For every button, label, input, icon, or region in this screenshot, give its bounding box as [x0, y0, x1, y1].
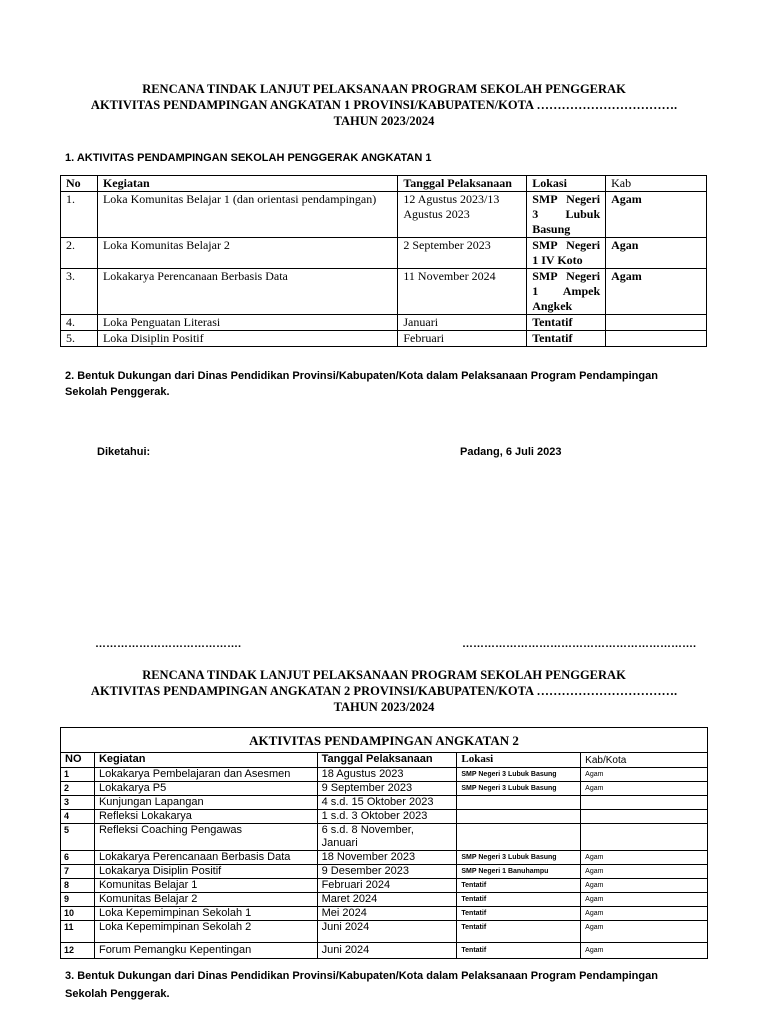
cell-no: 1. — [61, 192, 98, 238]
activity-table-angkatan-1 — [60, 175, 707, 347]
cell-kegiatan: Lokakarya Pembelajaran dan Asesmen — [94, 768, 317, 782]
cell-tanggal: 12 Agustus 2023/13 Agustus 2023 — [398, 192, 527, 238]
cell-no: 2. — [61, 238, 98, 269]
header-lokasi: Lokasi — [527, 176, 606, 192]
header-kegiatan: Kegiatan — [94, 753, 317, 768]
cell-tanggal: 1 s.d. 3 Oktober 2023 — [317, 810, 457, 824]
cell-no: 3 — [61, 796, 95, 810]
cell-kab: Agam — [581, 851, 708, 865]
cell-no: 8 — [61, 879, 95, 893]
cell-kegiatan: Lokakarya Disiplin Positif — [94, 865, 317, 879]
cell-tanggal: Februari 2024 — [317, 879, 457, 893]
doc-title-2-line-2: AKTIVITAS PENDAMPINGAN ANGKATAN 2 PROVINSI/KABUPATEN/KOTA ……………………………. — [90, 684, 678, 698]
cell-kab: Agam — [581, 893, 708, 907]
table-row — [61, 943, 708, 959]
cell-no: 6 — [61, 851, 95, 865]
cell-kegiatan: Forum Pemangku Kepentingan — [94, 943, 317, 959]
cell-lokasi: SMP Negeri 3 Lubuk Basung — [457, 851, 581, 865]
table-row — [61, 851, 708, 865]
cell-tanggal: Mei 2024 — [317, 907, 457, 921]
header-kab: Kab — [606, 176, 707, 192]
table-row — [61, 331, 707, 347]
section-2-heading-line-2: Sekolah Penggerak. — [65, 386, 170, 398]
cell-kegiatan: Loka Komunitas Belajar 1 (dan orientasi pendampingan) — [97, 192, 397, 238]
cell-lokasi: SMP Negeri 3 Lubuk Basung — [457, 782, 581, 796]
table-row — [61, 238, 707, 269]
doc-title-line-2: AKTIVITAS PENDAMPINGAN ANGKATAN 1 PROVINSI/KABUPATEN/KOTA ……………………………. — [90, 98, 678, 112]
cell-kab — [606, 315, 707, 331]
cell-lokasi — [457, 810, 581, 824]
table-header-row — [61, 753, 708, 768]
header-no: NO — [61, 753, 95, 768]
cell-tanggal: Juni 2024 — [317, 943, 457, 959]
table-row — [61, 879, 708, 893]
section-3-heading-line-2: Sekolah Penggerak. — [65, 988, 170, 1000]
cell-tanggal: Juni 2024 — [317, 921, 457, 943]
cell-lokasi: SMP Negeri 1 Ampek Angkek — [527, 269, 606, 315]
table-row — [61, 192, 707, 238]
cell-kegiatan: Refleksi Lokakarya — [94, 810, 317, 824]
table-caption-row — [61, 728, 708, 753]
header-kegiatan: Kegiatan — [97, 176, 397, 192]
cell-lokasi: Tentatif — [457, 879, 581, 893]
cell-lokasi: Tentatif — [457, 907, 581, 921]
cell-tanggal: 18 Agustus 2023 — [317, 768, 457, 782]
diketahui-label: Diketahui: — [97, 446, 151, 458]
cell-lokasi: SMP Negeri 1 Banuhampu — [457, 865, 581, 879]
table-row — [61, 865, 708, 879]
cell-lokasi — [457, 824, 581, 851]
cell-kab: Agam — [581, 943, 708, 959]
table-row — [61, 810, 708, 824]
cell-kegiatan: Loka Disiplin Positif — [97, 331, 397, 347]
cell-no: 3. — [61, 269, 98, 315]
doc-title-line-1: RENCANA TINDAK LANJUT PELAKSANAAN PROGRAM SEKOLAH PENGGERAK — [142, 82, 626, 96]
cell-kegiatan: Loka Penguatan Literasi — [97, 315, 397, 331]
cell-no: 1 — [61, 768, 95, 782]
cell-no: 7 — [61, 865, 95, 879]
cell-kegiatan: Refleksi Coaching Pengawas — [94, 824, 317, 851]
cell-kegiatan: Kunjungan Lapangan — [94, 796, 317, 810]
cell-lokasi: Tentatif — [457, 921, 581, 943]
cell-tanggal: 11 November 2024 — [398, 269, 527, 315]
cell-kab: Agam — [581, 879, 708, 893]
cell-kegiatan: Lokakarya Perencanaan Berbasis Data — [97, 269, 397, 315]
header-tanggal: Tanggal Pelaksanaan — [398, 176, 527, 192]
cell-kab: Agam — [581, 782, 708, 796]
table-row — [61, 782, 708, 796]
cell-kegiatan: Komunitas Belajar 1 — [94, 879, 317, 893]
table-row — [61, 315, 707, 331]
cell-tanggal: 2 September 2023 — [398, 238, 527, 269]
cell-lokasi: SMP Negeri 3 Lubuk Basung — [457, 768, 581, 782]
doc-title-2-line-1: RENCANA TINDAK LANJUT PELAKSANAAN PROGRAM SEKOLAH PENGGERAK — [142, 668, 626, 682]
cell-no: 5. — [61, 331, 98, 347]
cell-tanggal: 4 s.d. 15 Oktober 2023 — [317, 796, 457, 810]
cell-lokasi: SMP Negeri 1 IV Koto — [527, 238, 606, 269]
cell-kab — [606, 331, 707, 347]
table-row — [61, 921, 708, 943]
cell-kegiatan: Loka Kepemimpinan Sekolah 2 — [94, 921, 317, 943]
cell-tanggal: Maret 2024 — [317, 893, 457, 907]
cell-kab — [581, 796, 708, 810]
cell-no: 10 — [61, 907, 95, 921]
cell-lokasi — [457, 796, 581, 810]
cell-lokasi: Tentatif — [527, 331, 606, 347]
cell-kegiatan: Loka Komunitas Belajar 2 — [97, 238, 397, 269]
cell-tanggal: 9 September 2023 — [317, 782, 457, 796]
table-header-row — [61, 176, 707, 192]
cell-kab — [581, 824, 708, 851]
cell-no: 2 — [61, 782, 95, 796]
cell-lokasi: Tentatif — [457, 943, 581, 959]
table-row — [61, 768, 708, 782]
header-tanggal: Tanggal Pelaksanaan — [317, 753, 457, 768]
activity-table-angkatan-2 — [60, 727, 708, 959]
cell-no: 5 — [61, 824, 95, 851]
cell-tanggal: Februari — [398, 331, 527, 347]
cell-kegiatan: Loka Kepemimpinan Sekolah 1 — [94, 907, 317, 921]
cell-kab — [581, 810, 708, 824]
section-3-heading-line-1: 3. Bentuk Dukungan dari Dinas Pendidikan Provinsi/Kabupaten/Kota dalam Pelaksanaan Program Pendampingan — [65, 970, 658, 982]
cell-kab: Agam — [581, 865, 708, 879]
cell-no: 4. — [61, 315, 98, 331]
cell-lokasi: SMP Negeri 3 Lubuk Basung — [527, 192, 606, 238]
table-row — [61, 824, 708, 851]
cell-lokasi: Tentatif — [527, 315, 606, 331]
header-kab-kota: Kab/Kota — [581, 753, 708, 768]
table-caption: AKTIVITAS PENDAMPINGAN ANGKATAN 2 — [61, 728, 708, 753]
cell-tanggal: Januari — [398, 315, 527, 331]
table-row — [61, 907, 708, 921]
table-row — [61, 796, 708, 810]
place-date: Padang, 6 Juli 2023 — [460, 446, 562, 458]
cell-kab: Agam — [581, 921, 708, 943]
cell-kab: Agam — [606, 192, 707, 238]
header-no: No — [61, 176, 98, 192]
cell-lokasi: Tentatif — [457, 893, 581, 907]
cell-no: 4 — [61, 810, 95, 824]
cell-no: 12 — [61, 943, 95, 959]
cell-kab: Agam — [581, 768, 708, 782]
header-lokasi: Lokasi — [457, 753, 581, 768]
cell-kegiatan: Lokakarya P5 — [94, 782, 317, 796]
signature-line-right: ………………………………………………………. — [462, 638, 697, 650]
cell-no: 9 — [61, 893, 95, 907]
cell-kab: Agam — [581, 907, 708, 921]
section-2-heading-line-1: 2. Bentuk Dukungan dari Dinas Pendidikan Provinsi/Kabupaten/Kota dalam Pelaksanaan Program Pendampingan — [65, 370, 658, 382]
cell-kab: Agan — [606, 238, 707, 269]
signature-line-left: …………………………………. — [95, 638, 242, 650]
cell-tanggal: 6 s.d. 8 November, Januari — [317, 824, 457, 851]
cell-tanggal: 18 November 2023 — [317, 851, 457, 865]
cell-kegiatan: Lokakarya Perencanaan Berbasis Data — [94, 851, 317, 865]
doc-title-2-line-3: TAHUN 2023/2024 — [333, 700, 435, 714]
cell-kegiatan: Komunitas Belajar 2 — [94, 893, 317, 907]
cell-kab: Agam — [606, 269, 707, 315]
cell-tanggal: 9 Desember 2023 — [317, 865, 457, 879]
doc-title-line-3: TAHUN 2023/2024 — [333, 114, 435, 128]
table-row — [61, 893, 708, 907]
cell-no: 11 — [61, 921, 95, 943]
section-1-heading: 1. AKTIVITAS PENDAMPINGAN SEKOLAH PENGGERAK ANGKATAN 1 — [65, 152, 432, 164]
table-row — [61, 269, 707, 315]
